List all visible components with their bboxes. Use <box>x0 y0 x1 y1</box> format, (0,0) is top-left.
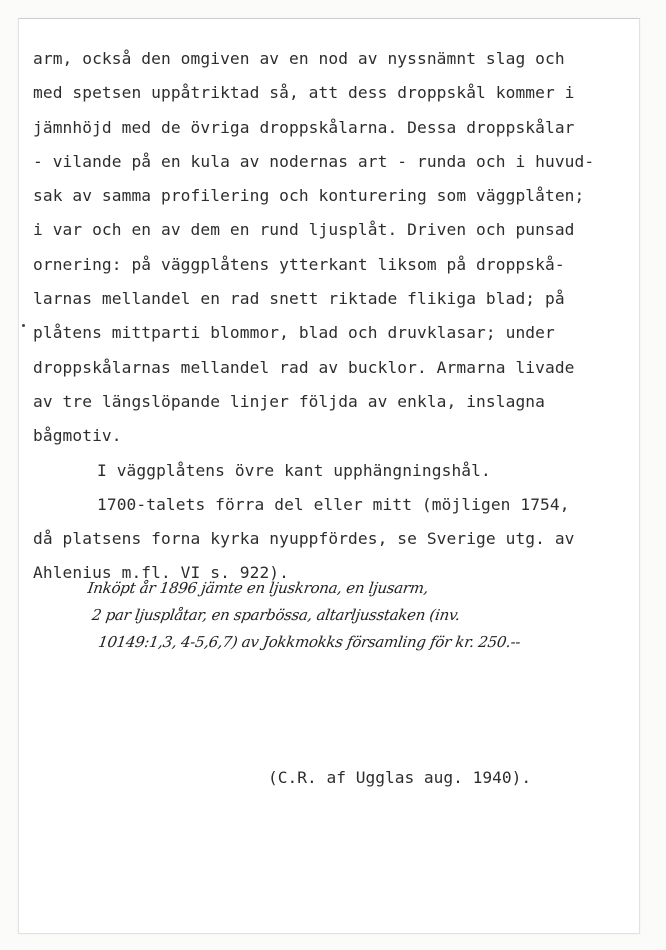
text-line: i var och en av dem en rund ljusplåt. Driven och punsad <box>33 220 575 240</box>
margin-mark <box>22 324 25 327</box>
text-line: då platsens forna kyrka nyuppfördes, se Sverige utg. av <box>33 529 575 549</box>
text-line: ornering: på väggplåtens ytterkant liksom på droppskå- <box>33 254 565 274</box>
text-line: plåtens mittparti blommor, blad och druvklasar; under <box>33 323 555 343</box>
text-line: med spetsen uppåtriktad så, att dess droppskål kommer i <box>33 83 575 103</box>
text-line: 1700-talets förra del eller mitt (möjligen 1754, <box>97 494 570 514</box>
text-line: Ahlenius m.fl. VI s. 922). <box>33 563 289 583</box>
typed-description <box>33 42 633 591</box>
handwritten-line: 2 par ljusplåtar, en sparbössa, altarljusstaken (inv. <box>90 606 462 624</box>
text-line: droppskålarnas mellandel rad av bucklor. Armarna livade <box>33 357 575 377</box>
handwritten-acquisition-note <box>78 575 649 656</box>
text-line: jämnhöjd med de övriga droppskålarna. Dessa droppskålar <box>33 117 575 137</box>
text-line: larnas mellandel en rad snett riktade flikiga blad; på <box>33 289 565 309</box>
text-line: bågmotiv. <box>33 426 122 446</box>
handwritten-line: 10149:1,3, 4-5,6,7) av Jokkmokks församling för kr. 250.-- <box>97 633 522 651</box>
text-line: sak av samma profilering och konturering som väggplåten; <box>33 186 585 206</box>
handwritten-line: Inköpt år 1896 jämte en ljuskrona, en ljusarm, <box>86 579 430 597</box>
text-line: arm, också den omgiven av en nod av nyssnämnt slag och <box>33 49 565 68</box>
text-line: av tre längslöpande linjer följda av enkla, inslagna <box>33 391 545 411</box>
text-line: I väggplåtens övre kant upphängningshål. <box>97 460 491 480</box>
text-line: - vilande på en kula av nodernas art - runda och i huvud- <box>33 151 595 171</box>
signature-line: (C.R. af Ugglas aug. 1940). <box>268 768 532 787</box>
